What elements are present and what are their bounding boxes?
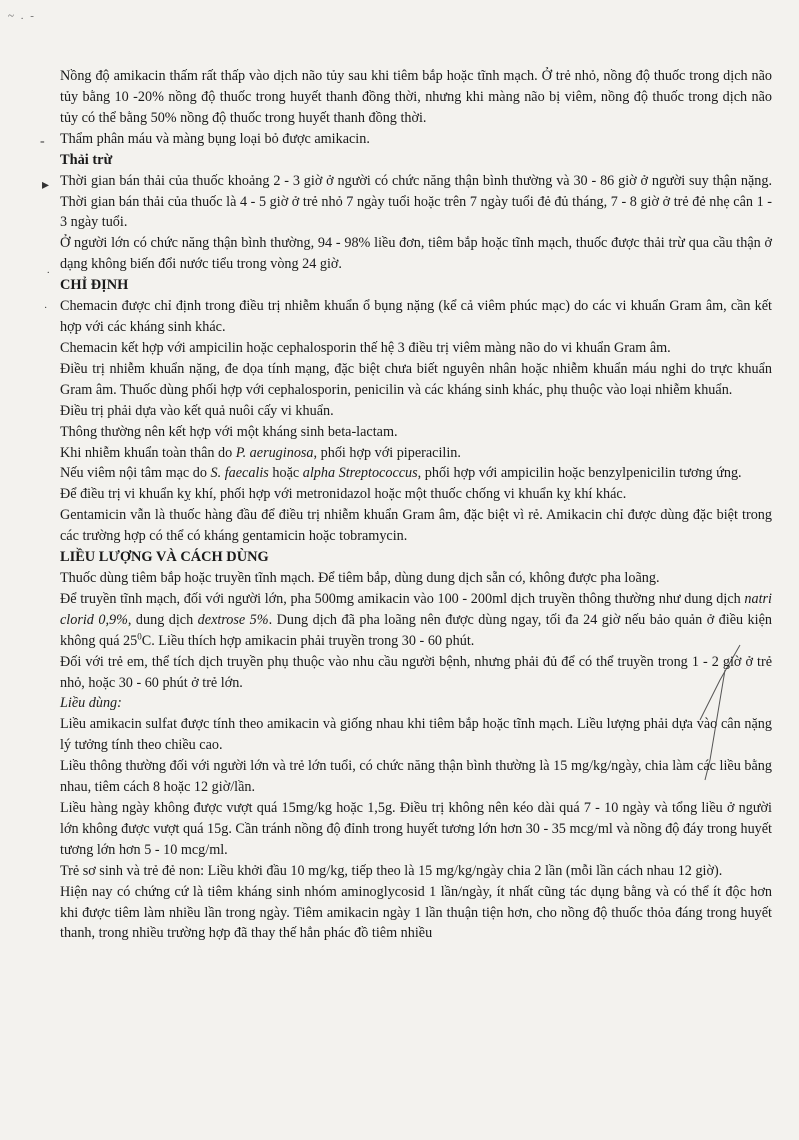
section-heading-chi-dinh: CHỈ ĐỊNH [60, 277, 129, 294]
subheading-lieu-dung: Liều dùng: [60, 695, 122, 712]
paragraph: Liều hàng ngày không được vượt quá 15mg/kg hoặc 1,5g. Điều trị không nên kéo dài quá 7 - 10 ngày và tổng liều ở người lớn không được vượt quá 15g. Cần tránh nồng độ đỉnh trong huyết tương lớn hơn 30 - 35 mcg/ml và nồng độ đáy trong huyết tương lớn hơn 5 - 10 mcg/ml. [60, 800, 772, 858]
paragraph: Liều amikacin sulfat được tính theo amikacin và giống nhau khi tiêm bắp hoặc tĩnh mạch. Liều lượng phải dựa vào cân nặng lý tưởng tính theo chiều cao. [60, 716, 772, 754]
paragraph: Để truyền tĩnh mạch, đối với người lớn, pha 500mg amikacin vào 100 - 200ml dịch truyền thông thường như dung dịch natri clorid 0,9%, dung dịch dextrose 5%. Dung dịch đã pha loãng nên được dùng ngay, tối đa 24 giờ nếu bảo quản ở điều kiện không quá $25^0C$. Liều thích hợp amikacin phải truyền trong 30 - 60 phút. [60, 590, 772, 649]
paragraph: Điều trị nhiễm khuẩn nặng, đe dọa tính mạng, đặc biệt chưa biết nguyên nhân hoặc nhiễm khuẩn máu nghi do trực khuẩn Gram âm. Thuốc dùng phối hợp với cephalosporin, penicilin và các kháng sinh khác, phụ thuộc vào loại nhiễm khuẩn. [60, 360, 772, 398]
paragraph: Chemacin kết hợp với ampicilin hoặc cephalosporin thế hệ 3 điều trị viêm màng não do vi khuẩn Gram âm. [60, 339, 671, 356]
margin-dot-mark: . [47, 265, 50, 276]
paragraph: Chemacin được chỉ định trong điều trị nhiễm khuẩn ổ bụng nặng (kể cả viêm phúc mạc) do các vi khuẩn Gram âm, cần kết hợp với các kháng sinh khác. [60, 298, 772, 336]
paragraph: Hiện nay có chứng cứ là tiêm kháng sinh nhóm aminoglycosid 1 lần/ngày, ít nhất cũng tác dụng bằng và có thể ít độc hơn khi được tiêm làm nhiều lần trong ngày. Tiêm amikacin ngày 1 lần thuận tiện hơn, cho nồng độ thuốc thỏa đáng trong huyết thanh, trong nhiều trường hợp đã thay thế hẳn phác đồ tiêm nhiều [60, 883, 772, 942]
paragraph: Thẩm phân máu và màng bụng loại bỏ được amikacin. [60, 130, 370, 147]
margin-arrow-mark: ▸ [42, 178, 50, 193]
margin-dot-mark: · [44, 303, 48, 314]
paragraph: Ở người lớn có chức năng thận bình thường, 94 - 98% liều đơn, tiêm bắp hoặc tĩnh mạch, thuốc được thải trừ qua cầu thận ở dạng không biến đổi nước tiểu trong vòng 24 giờ. [60, 235, 772, 273]
paragraph: Thông thường nên kết hợp với một kháng sinh beta-lactam. [60, 423, 398, 440]
corner-mark: ~ . - [8, 10, 36, 22]
paragraph: Đối với trẻ em, thể tích dịch truyền phụ thuộc vào nhu cầu người bệnh, nhưng phải đủ để có thể truyền trong 1 - 2 giờ ở trẻ nhỏ, hoặc 30 - 60 phút ở trẻ lớn. [60, 653, 772, 691]
paragraph: Gentamicin vẫn là thuốc hàng đầu để điều trị nhiễm khuẩn Gram âm, đặc biệt vì rẻ. Amikacin chỉ được dùng đặc biệt trong các trường hợp có thể có kháng gentamicin hoặc tobramycin. [60, 507, 772, 545]
paragraph: Khi nhiễm khuẩn toàn thân do P. aeruginosa, phối hợp với piperacilin. [60, 444, 461, 461]
paragraph: Trẻ sơ sinh và trẻ đẻ non: Liều khởi đầu 10 mg/kg, tiếp theo là 15 mg/kg/ngày chia 2 lần (mỗi lần cách nhau 12 giờ). [60, 862, 723, 879]
paragraph: Để điều trị vi khuẩn kỵ khí, phối hợp với metronidazol hoặc một thuốc chống vi khuẩn kỵ khí khác. [60, 486, 627, 503]
paragraph: Thuốc dùng tiêm bắp hoặc truyền tĩnh mạch. Để tiêm bắp, dùng dung dịch sẵn có, không được pha loãng. [60, 570, 660, 587]
section-heading-thai-tru: Thải trừ [60, 151, 113, 168]
section-heading-lieu-luong: LIỀU LƯỢNG VÀ CÁCH DÙNG [60, 549, 269, 566]
paragraph: Thời gian bán thải của thuốc khoảng 2 - 3 giờ ở người có chức năng thận bình thường và 30 - 86 giờ ở người suy thận nặng. Thời gian bán thải của thuốc là 4 - 5 giờ ở trẻ nhỏ 7 ngày tuổi hoặc trên 7 ngày tuổi đẻ đủ tháng, 7 - 8 giờ ở trẻ đẻ nhẹ cân 1 - 3 ngày tuổi. [60, 172, 772, 231]
paragraph: Nồng độ amikacin thấm rất thấp vào dịch não tủy sau khi tiêm bắp hoặc tĩnh mạch. Ở trẻ nhỏ, nồng độ thuốc trong dịch não tủy bằng 10 -20% nồng độ thuốc trong huyết thanh đồng thời, nhưng khi màng não bị viêm, nồng độ thuốc trong dịch não tủy có thể bằng 50% nồng độ thuốc trong huyết thanh đồng thời. [60, 68, 772, 126]
document-body [60, 66, 772, 944]
margin-dash-mark: - [40, 134, 45, 149]
paragraph: Điều trị phải dựa vào kết quả nuôi cấy vi khuẩn. [60, 402, 334, 419]
paragraph: Nếu viêm nội tâm mạc do S. faecalis hoặc alpha Streptococcus, phối hợp với ampicilin hoặc benzylpenicilin tương ứng. [60, 465, 742, 482]
paragraph: Liều thông thường đối với người lớn và trẻ lớn tuổi, có chức năng thận bình thường là 15 mg/kg/ngày, chia làm các liều bằng nhau, tiêm cách 8 hoặc 12 giờ/lần. [60, 758, 772, 796]
